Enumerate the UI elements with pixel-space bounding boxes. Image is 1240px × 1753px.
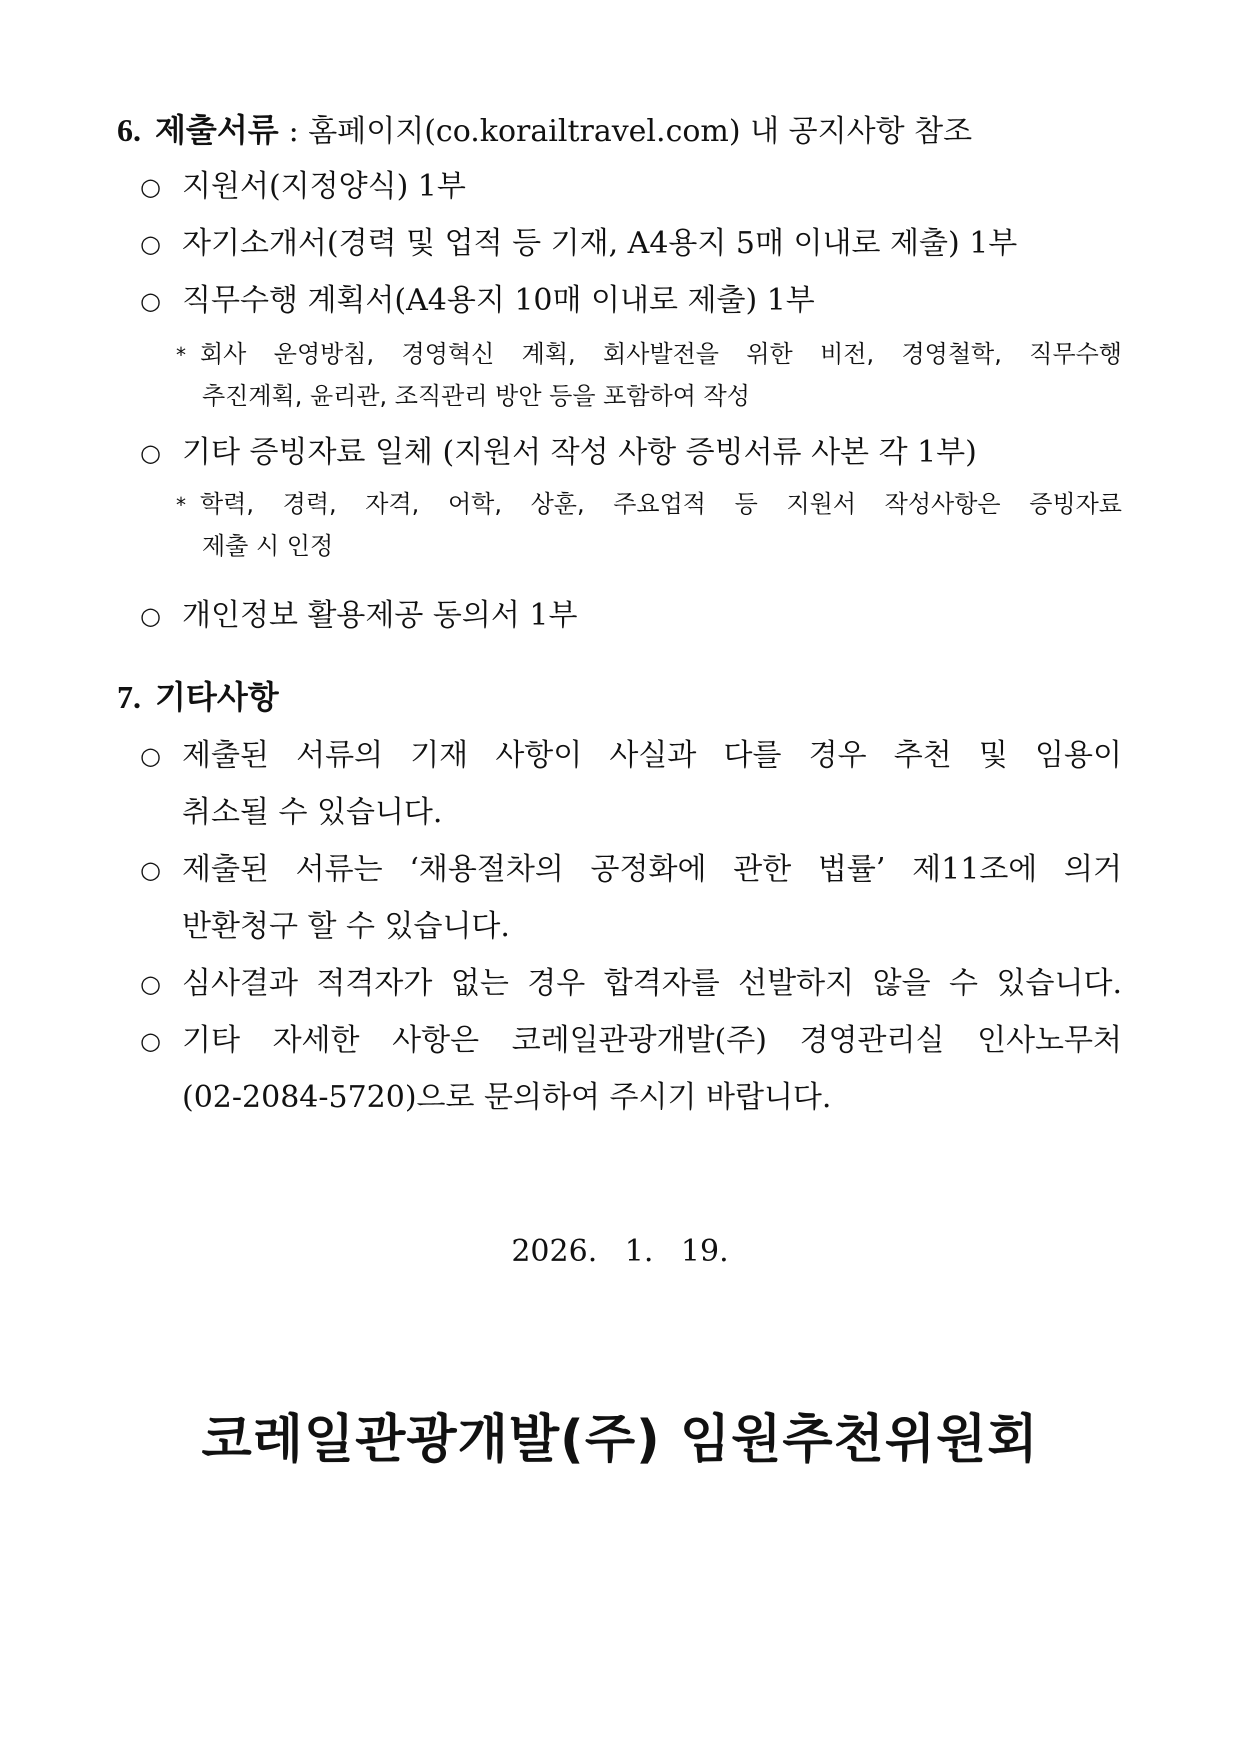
list-item <box>140 224 1130 264</box>
list-item-text: 직무수행 계획서(A4용지 10매 이내로 제출) 1부 <box>182 283 815 318</box>
document-date: 2026. 1. 19. <box>511 1234 729 1269</box>
bullet-circle-icon: ○ <box>140 1027 161 1055</box>
list-item-continuation: 반환청구 할 수 있습니다. <box>182 909 510 944</box>
section-6-number: 6. <box>117 112 141 148</box>
asterisk-icon: * <box>176 493 186 517</box>
asterisk-icon: * <box>176 343 186 367</box>
list-item-text: 지원서(지정양식) 1부 <box>182 169 466 204</box>
bullet-circle-icon: ○ <box>140 230 161 258</box>
list-item <box>140 596 1130 636</box>
note-continuation: 추진계획, 윤리관, 조직관리 방안 등을 포함하여 작성 <box>202 382 750 410</box>
list-item <box>140 1021 1130 1061</box>
note-item <box>176 338 1126 371</box>
note-item <box>176 488 1126 521</box>
list-item <box>140 964 1130 1004</box>
section-6-note: : 홈페이지(co.korailtravel.com) 내 공지사항 참조 <box>288 114 973 149</box>
list-item-text: 기타 자세한 사항은 코레일관광개발(주) 경영관리실 인사노무처 <box>182 1023 1122 1058</box>
bullet-circle-icon: ○ <box>140 602 161 630</box>
list-item <box>140 736 1130 776</box>
note-text: 학력, 경력, 자격, 어학, 상훈, 주요업적 등 지원서 작성사항은 증빙자료 <box>200 490 1122 518</box>
list-item-text: 심사결과 적격자가 없는 경우 합격자를 선발하지 않을 수 있습니다. <box>182 966 1122 1001</box>
section-7-number: 7. <box>117 679 141 715</box>
list-item-continuation: (02-2084-5720)으로 문의하여 주시기 바랍니다. <box>182 1080 832 1115</box>
list-item-continuation: 취소될 수 있습니다. <box>182 795 443 830</box>
list-item-text: 제출된 서류는 ‘채용절차의 공정화에 관한 법률’ 제11조에 의거 <box>182 852 1122 887</box>
section-6-heading <box>117 110 972 152</box>
note-text: 회사 운영방침, 경영혁신 계획, 회사발전을 위한 비전, 경영철학, 직무수행 <box>200 340 1122 368</box>
list-item <box>140 850 1130 890</box>
issuer-signature: 코레일관광개발(주) 임원추천위원회 <box>201 1410 1039 1470</box>
section-7-title: 기타사항 <box>155 678 279 716</box>
bullet-circle-icon: ○ <box>140 856 161 884</box>
bullet-circle-icon: ○ <box>140 287 161 315</box>
bullet-circle-icon: ○ <box>140 439 161 467</box>
list-item-text: 제출된 서류의 기재 사항이 사실과 다를 경우 추천 및 임용이 <box>182 738 1122 773</box>
bullet-circle-icon: ○ <box>140 173 161 201</box>
list-item-text: 기타 증빙자료 일체 (지원서 작성 사항 증빙서류 사본 각 1부) <box>182 435 977 470</box>
bullet-circle-icon: ○ <box>140 970 161 998</box>
list-item <box>140 433 1130 473</box>
list-item <box>140 167 1130 207</box>
section-6-title: 제출서류 <box>155 111 279 149</box>
section-7-heading <box>117 677 279 717</box>
list-item-text: 자기소개서(경력 및 업적 등 기재, A4용지 5매 이내로 제출) 1부 <box>182 226 1018 261</box>
bullet-circle-icon: ○ <box>140 742 161 770</box>
list-item <box>140 281 1130 321</box>
note-continuation: 제출 시 인정 <box>202 532 334 560</box>
list-item-text: 개인정보 활용제공 동의서 1부 <box>182 598 578 633</box>
